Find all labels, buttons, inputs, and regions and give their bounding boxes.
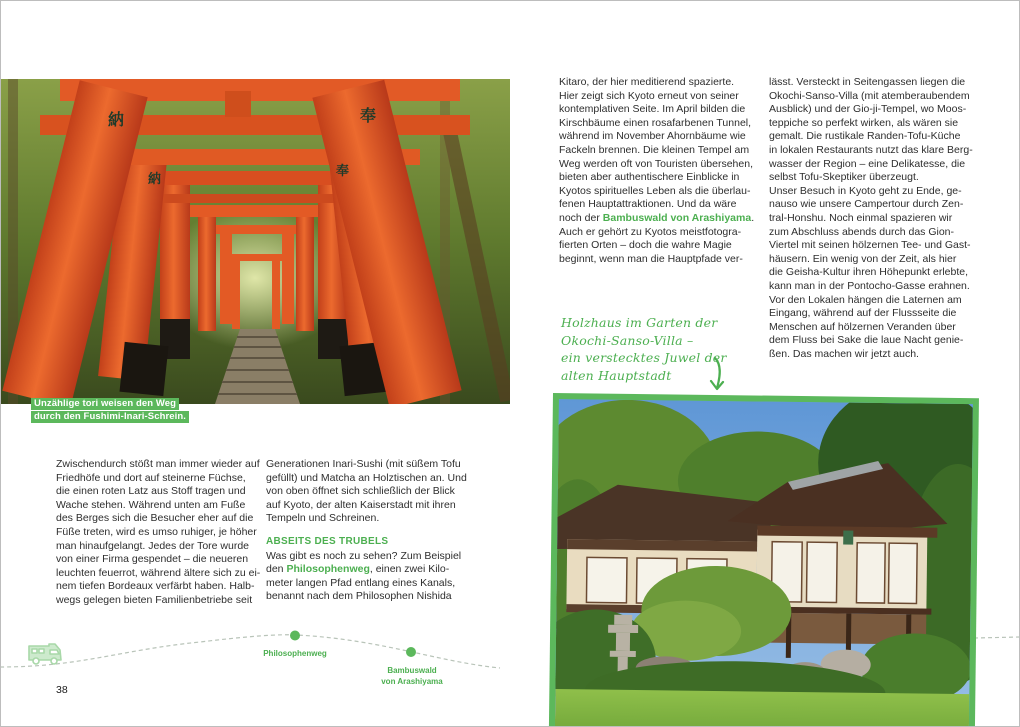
text-line: Wache stehen. Während unten am Fuße	[56, 498, 246, 511]
text-line: ßen. Das machen wir jetzt auch.	[769, 347, 919, 360]
svg-text:奉: 奉	[336, 164, 350, 179]
text-line: Was gibt es noch zu sehen? Zum Beispiel	[266, 549, 462, 562]
text-line: auf Kyoto, der alten Kaiserstadt mit ihren	[266, 498, 456, 511]
svg-text:奉: 奉	[360, 106, 377, 125]
text-line: wegs gelegen bieten Familienbetriebe seit	[56, 593, 253, 606]
text-line: meter langen Pfad entlang eines Kanals,	[266, 576, 456, 589]
text-line: Fackeln brennen. Die kleinen Tempel am	[559, 143, 750, 156]
text-line: Auch er gehört zu Kyotos meistfotogra-	[559, 225, 742, 238]
text-line: während im November Ahornbäume wie	[559, 130, 746, 143]
svg-text:納: 納	[148, 172, 162, 187]
torii-gates-photo	[0, 79, 510, 404]
text-line: fierten Orten – doch die wahre Magie	[559, 239, 732, 252]
page-number: 38	[56, 684, 68, 696]
text-line: kann man in der Pontocho-Gasse erahnen.	[769, 279, 970, 292]
svg-text:納: 納	[108, 110, 125, 129]
text-line: die Geisha-Kultur ihren Höhepunkt erlebte,	[769, 266, 969, 279]
text-line: Generationen Inari-Sushi (mit süßem Tofu	[266, 458, 461, 470]
highlight-philosophenweg: Philosophenweg	[286, 563, 370, 576]
text-line: die einen roten Latz aus Stoff tragen und	[56, 485, 246, 498]
villa-photo-illustration	[555, 399, 973, 727]
route-label-bambuswald	[374, 665, 450, 687]
text-fragment: , einen zwei Kilo-	[369, 563, 450, 576]
text-line: Okochi-Sanso-Villa (mit atemberaubendem	[769, 89, 970, 102]
villa-photo-frame	[549, 393, 979, 727]
text-line: Zwischendurch stößt man immer wieder auf	[56, 458, 260, 470]
text-fragment: noch der	[559, 211, 603, 224]
route-label-philosophenweg: Philosophenweg	[263, 649, 327, 658]
route-label-line: von Arashiyama	[381, 677, 443, 686]
okochi-sanso-villa-photo	[555, 399, 973, 727]
text-line: in lokalen Restaurants nutzt das klare Berg-	[769, 143, 973, 156]
text-line: Ausblick) und der Gio-ji-Tempel, wo Moos-	[769, 103, 967, 116]
text-line: dem Fluss bei Sake die laue Nacht genie-	[769, 334, 964, 347]
right-page-column-2	[769, 76, 979, 361]
annotation-line: Okochi-Sanso-Villa –	[561, 332, 694, 348]
text-line: leuchten feuerrot, während ältere sich zu ei-	[56, 566, 261, 579]
text-line: kontemplativen Seite. Im April bilden die	[559, 103, 746, 116]
text-line: lässt. Versteckt in Seitengassen liegen die	[769, 76, 966, 88]
text-line: Unser Besuch in Kyoto geht zu Ende, ge-	[769, 184, 962, 197]
text-line: teppiche so perfekt wirken, als wären sie	[769, 116, 959, 129]
text-line: Menschen auf hölzernen Veranden über	[769, 320, 956, 333]
text-line: Kitaro, der hier meditierend spazierte.	[559, 76, 735, 88]
text-line: nem tiefen Bordeaux verfärbt haben. Halb-	[56, 580, 255, 593]
text-line: benannt nach dem Philosophen Nishida	[266, 590, 452, 603]
text-line: selbst Tofu-Skeptiker überzeugt.	[769, 171, 919, 184]
section-subheading: ABSEITS DES TRUBELS	[266, 535, 389, 547]
left-page-column-2	[266, 458, 466, 604]
text-line: fenen Hauptattraktionen. Und da wäre	[559, 198, 737, 211]
text-line: Vor den Lokalen hängen die Laternen am	[769, 293, 962, 306]
text-fragment: den	[266, 563, 287, 576]
text-line: gemalt. Die rustikale Randen-Tofu-Küche	[769, 130, 961, 143]
text-line: tral-Honshu. Noch einmal spazieren wir	[769, 211, 953, 224]
hanging-lantern	[843, 531, 853, 545]
text-line: Tempeln und Schreinen.	[266, 512, 380, 525]
text-line: zum Abschluss abends durch das Gion-	[769, 225, 955, 238]
route-stop-bambuswald-dot	[406, 647, 416, 657]
text-line: gefüllt) und Matcha an Holztischen an. Und	[266, 471, 467, 484]
text-line: beginnt, wenn man die Hauptpfade ver-	[559, 252, 743, 265]
annotation-line: Holzhaus im Garten der	[561, 315, 718, 330]
caption-line-2: durch den Fushimi-Inari-Schrein.	[31, 411, 189, 423]
annotation-line: alten Hauptstadt	[561, 367, 672, 383]
camper-van-icon	[27, 642, 63, 666]
text-line: wasser der Region – eine Delikatesse, die	[769, 157, 966, 170]
text-line: Kirschbäume einen rosafarbenen Tunnel,	[559, 116, 752, 129]
right-page-column-1	[559, 76, 759, 266]
text-line: Füße treten, wird es umso ruhiger, je höher	[56, 525, 257, 538]
route-stop-philosophenweg-dot	[290, 631, 300, 641]
route-label-line: Bambuswald	[387, 666, 437, 675]
text-line: Eingang, während auf der Flussseite die	[769, 307, 957, 320]
text-line: man hinaufgelangt. Jedes der Tore wurde	[56, 539, 250, 552]
text-line: häusern. Ein wenig von der Zeit, als hier	[769, 252, 957, 265]
text-fragment: .	[751, 211, 755, 224]
text-line: Hier zeigt sich Kyoto erneut von seiner	[559, 89, 739, 102]
text-line	[266, 563, 466, 577]
annotation-line: ein verstecktes Juwel der	[561, 350, 727, 365]
torii-photo-illustration	[0, 79, 510, 404]
left-page-column-1	[56, 458, 261, 608]
text-line: von oben öffnet sich schließlich der Blick	[266, 485, 455, 498]
text-line: Friedhöfe und dort auf steinerne Füchse,	[56, 471, 246, 484]
text-line: des Berges sich die Besucher eher auf die	[56, 512, 254, 525]
text-line: Viertel mit seinen hölzernen Tee- und Gast-	[769, 239, 971, 252]
torii-photo-caption	[31, 398, 189, 423]
text-line: nauso wie unsere Campertour durch Zen-	[769, 198, 964, 211]
handwritten-annotation	[561, 314, 727, 384]
caption-line-1: Unzählige tori weisen den Weg	[31, 398, 179, 410]
text-line: Kyotos spirituelles Leben als die überlau-	[559, 184, 751, 197]
text-line	[559, 212, 759, 226]
text-line: bieten aber authentischere Einblicke in	[559, 171, 740, 184]
text-line: Weg werden oft von Touristen übersehen,	[559, 157, 753, 170]
highlight-bambuswald: Bambuswald von Arashiyama	[602, 211, 752, 224]
curved-arrow-down-icon	[707, 356, 729, 392]
text-line: von einer Firma gespendet – die neueren	[56, 553, 249, 566]
